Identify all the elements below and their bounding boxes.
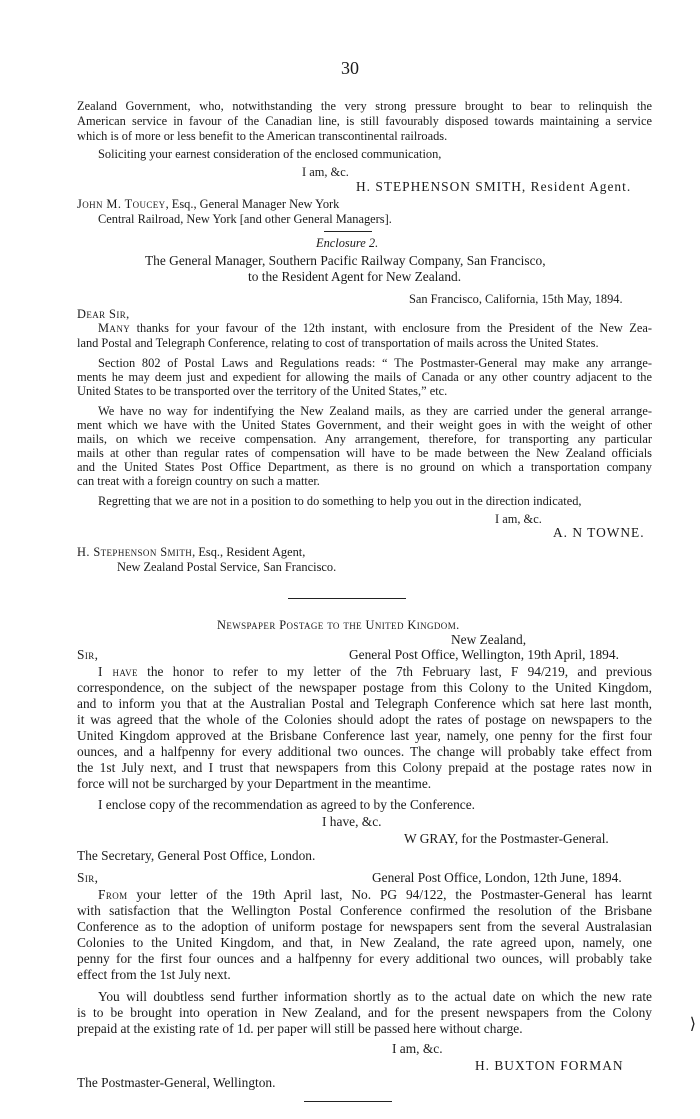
closing: I am, &c. <box>392 1041 443 1056</box>
addressee: The Secretary, General Post Office, London. <box>77 848 316 863</box>
signature: A. N TOWNE. <box>553 525 645 540</box>
paragraph-line: prepaid at the existing rate of 1d. per paper will still be passed here without charge. <box>77 1021 523 1036</box>
line-text: thanks for your favour of the 12th instant, with enclosure from the President of the New Zea- <box>130 321 652 335</box>
addressee-title: , Esq., General Manager New York <box>165 197 340 211</box>
paragraph-line: Section 802 of Postal Laws and Regulations reads: “ The Postmaster-General may make any arrange- <box>98 356 652 370</box>
paragraph-line: Regretting that we are not in a position to do something to help you out in the direction indicated, <box>98 494 582 508</box>
addressee-line: Central Railroad, New York [and other General Managers]. <box>98 212 392 226</box>
paragraph-line: You will doubtless send further information shortly as to the actual date on which the new rate <box>98 989 652 1004</box>
divider <box>304 1101 392 1102</box>
paragraph-line: I enclose copy of the recommendation as agreed to by the Conference. <box>98 797 476 812</box>
lead-word: Many <box>98 321 131 335</box>
line-text: the honor to refer to my letter of the 7th February last, F 94/219, and previous <box>137 664 652 679</box>
paragraph-line: Soliciting your earnest consideration of the enclosed communication, <box>98 147 442 161</box>
signature: H. BUXTON FORMAN <box>475 1058 624 1073</box>
paragraph-line <box>98 888 652 902</box>
paragraph-line <box>98 665 652 679</box>
section-title: Newspaper Postage to the United Kingdom. <box>217 618 460 632</box>
paragraph-line: effect from the 1st July next. <box>77 967 231 982</box>
closing: I am, &c. <box>302 165 349 179</box>
paragraph-line: American service in favour of the Canadian line, is still favourably disposed towards maintaining a service <box>77 114 652 128</box>
divider <box>288 598 406 599</box>
paragraph-line: correspondence, on the subject of the newspaper postage from this Colony to the United Kingdom, <box>77 680 652 695</box>
addressee-name: H. Stephenson Smith <box>77 545 193 559</box>
paragraph-line: Zealand Government, who, notwithstanding the very strong pressure brought to bear to relinquish the <box>77 99 652 113</box>
addressee-title: , Esq., Resident Agent, <box>192 545 306 559</box>
paragraph-line: mails, on which we receive compensation. Any arrangement, therefore, for transporting any particular <box>77 432 652 446</box>
signature: W GRAY, for the Postmaster-General. <box>404 831 609 846</box>
enclosure-heading: Enclosure 2. <box>316 236 379 250</box>
paragraph-line: Colonies to the United Kingdom, and that, in New Zealand, the rate agreed upon, namely, one <box>77 935 652 950</box>
office-date: General Post Office, London, 12th June, 1894. <box>372 870 622 885</box>
addressee-name: John M. Toucey <box>77 197 166 211</box>
paragraph-line: penny for the first four ounces and a halfpenny for every additional two ounces, will probably take <box>77 951 652 966</box>
salutation: Sir, <box>77 647 99 662</box>
enclosure-title: The General Manager, Southern Pacific Railway Company, San Francisco, <box>145 253 546 268</box>
addressee <box>77 197 339 211</box>
addressee: The Postmaster-General, Wellington. <box>77 1075 276 1090</box>
lead-word: I have <box>98 664 138 679</box>
letter-date: San Francisco, California, 15th May, 1894. <box>409 292 623 306</box>
paragraph-line: it was agreed that the whole of the Colonies should adopt the rates of postage on newspapers to the <box>77 712 652 727</box>
signature: H. STEPHENSON SMITH, Resident Agent. <box>356 179 632 194</box>
page-number: 30 <box>341 58 359 78</box>
salutation: Dear Sir, <box>77 307 130 321</box>
paragraph-line: United Kingdom approved at the Brisbane Conference last year, namely, one penny for the first four <box>77 728 652 743</box>
place: New Zealand, <box>451 632 527 647</box>
margin-marker: ⟩ <box>689 1016 696 1033</box>
paragraph-line: land Postal and Telegraph Conference, relating to cost of transportation of mails across the United States. <box>77 336 599 350</box>
addressee <box>77 545 305 559</box>
addressee-line: New Zealand Postal Service, San Francisco. <box>117 560 337 574</box>
closing: I am, &c. <box>495 512 542 526</box>
enclosure-title: to the Resident Agent for New Zealand. <box>248 269 462 284</box>
paragraph-line: force will not be surcharged by your Department in the meantime. <box>77 776 432 791</box>
paragraph-line: is to be brought into operation in New Zealand, and for the present newspapers from the Colony <box>77 1005 652 1020</box>
paragraph-line: which is of more or less benefit to the American transcontinental railroads. <box>77 129 448 143</box>
paragraph-line: ounces, and a halfpenny for every additional two ounces. The change will probably take effect from <box>77 744 652 759</box>
office-date: General Post Office, Wellington, 19th April, 1894. <box>349 647 619 662</box>
line-text: your letter of the 19th April last, No. PG 94/122, the Postmaster-General has learnt <box>127 887 652 902</box>
paragraph-line: the 1st July next, and I trust that newspapers from this Colony prepaid at the postage rates now in <box>77 760 652 775</box>
salutation: Sir, <box>77 870 99 885</box>
divider <box>324 231 372 232</box>
paragraph-line <box>98 321 652 335</box>
paragraph-line: ments he may deem just and expedient for allowing the mails of Canada or any other country adjacent to the <box>77 370 652 384</box>
paragraph-line: can treat with a foreign country on such a matter. <box>77 474 320 488</box>
lead-word: From <box>98 887 128 902</box>
paragraph-line: Conference as to the adoption of uniform postage for newspapers sent from the several Australasian <box>77 919 652 934</box>
paragraph-line: and to inform you that at the Australian Postal and Telegraph Conference which sat here last month, <box>77 696 652 711</box>
paragraph-line: and the United States Post Office Department, as there is no ground on which a transportation company <box>77 460 652 474</box>
paragraph-line: ment which we have with the United States Government, and their weight goes in with the weight of other <box>77 418 652 432</box>
paragraph-line: United States to be transported over the territory of the United States,” etc. <box>77 384 448 398</box>
paragraph-line: mails at other than regular rates of compensation will have to be made between the New Zealand officials <box>77 446 652 460</box>
paragraph-line: We have no way for indentifying the New Zealand mails, as they are carried under the general arrange- <box>98 404 652 418</box>
closing: I have, &c. <box>322 814 382 829</box>
paragraph-line: with satisfaction that the Wellington Postal Conference confirmed the resolution of the Brisbane <box>77 903 652 918</box>
